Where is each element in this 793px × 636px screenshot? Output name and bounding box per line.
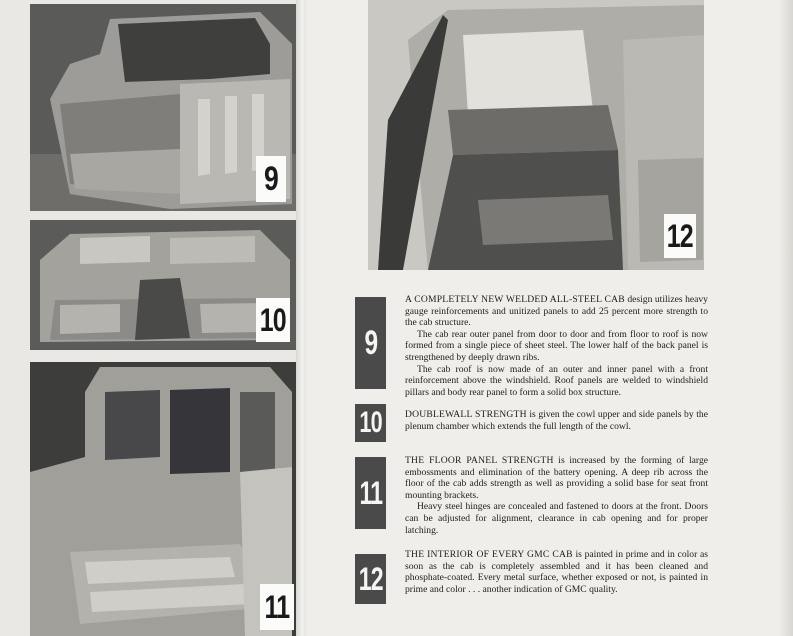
section-9-para-3: The cab roof is now made of an outer and inner panel with a front reinforcement above the windshield. Roof panels are welded to windshield pillars and body rear panel to form a solid box structure. bbox=[405, 363, 708, 398]
section-11-text bbox=[405, 455, 708, 536]
section-9-para-1: design utilizes heavy gauge reinforcements and unitized panels to add 25 percent more strength to the cab structure. bbox=[405, 294, 708, 329]
photo-number-9: 9 bbox=[256, 156, 286, 202]
photo-number-10: 10 bbox=[256, 298, 290, 342]
section-badge-9: 9 bbox=[355, 297, 386, 389]
section-9-para-2: The cab rear outer panel from door to door and from floor to roof is now formed from a single piece of sheet steel. The lower half of the back panel is strengthened by deeply drawn ribs. bbox=[405, 328, 708, 363]
section-11-lead: THE FLOOR PANEL STRENGTH bbox=[405, 455, 554, 466]
floor-photo-11 bbox=[30, 362, 296, 636]
cowl-photo-10 bbox=[30, 220, 296, 350]
section-badge-11: 11 bbox=[355, 457, 386, 529]
section-12-text bbox=[405, 549, 708, 595]
section-11-para-1: is increased by the forming of large embossments and elimination of the battery opening. A deep rib across the floor of the cab adds strength as well as providing a solid base for seat front mounting brackets. bbox=[405, 455, 708, 501]
cab-photo-9 bbox=[30, 4, 296, 211]
section-10-text bbox=[405, 409, 708, 432]
interior-photo-12 bbox=[368, 0, 704, 270]
cab-interior-illustration bbox=[368, 0, 704, 270]
photo-number-12: 12 bbox=[664, 214, 696, 258]
section-9-text bbox=[405, 294, 708, 398]
section-10-para-1: is given the cowl upper and side panels by the plenum chamber which extends the full length of the cowl. bbox=[405, 409, 708, 432]
page-edge bbox=[779, 0, 793, 636]
section-11-para-2: Heavy steel hinges are concealed and fastened to doors at the front. Doors can be adjusted for alignment, clearance in cab opening and for proper latching. bbox=[405, 501, 708, 536]
page-gutter bbox=[296, 0, 306, 636]
section-badge-12: 12 bbox=[355, 554, 386, 604]
section-9-lead: A COMPLETELY NEW WELDED ALL-STEEL CAB bbox=[405, 294, 625, 305]
section-12-lead: THE INTERIOR OF EVERY GMC CAB bbox=[405, 549, 573, 560]
cab-floor-illustration bbox=[30, 362, 296, 636]
section-10-lead: DOUBLEWALL STRENGTH bbox=[405, 409, 527, 420]
photo-number-11: 11 bbox=[260, 584, 294, 630]
section-badge-10: 10 bbox=[355, 404, 386, 442]
section-12-para-1: is painted in prime and in color as soon as the cab is completely assembled and it has been cleaned and phosphate-coated. Every metal surface, whether exposed or not, is painted in prime and color . . . another indication of GMC quality. bbox=[405, 549, 708, 595]
